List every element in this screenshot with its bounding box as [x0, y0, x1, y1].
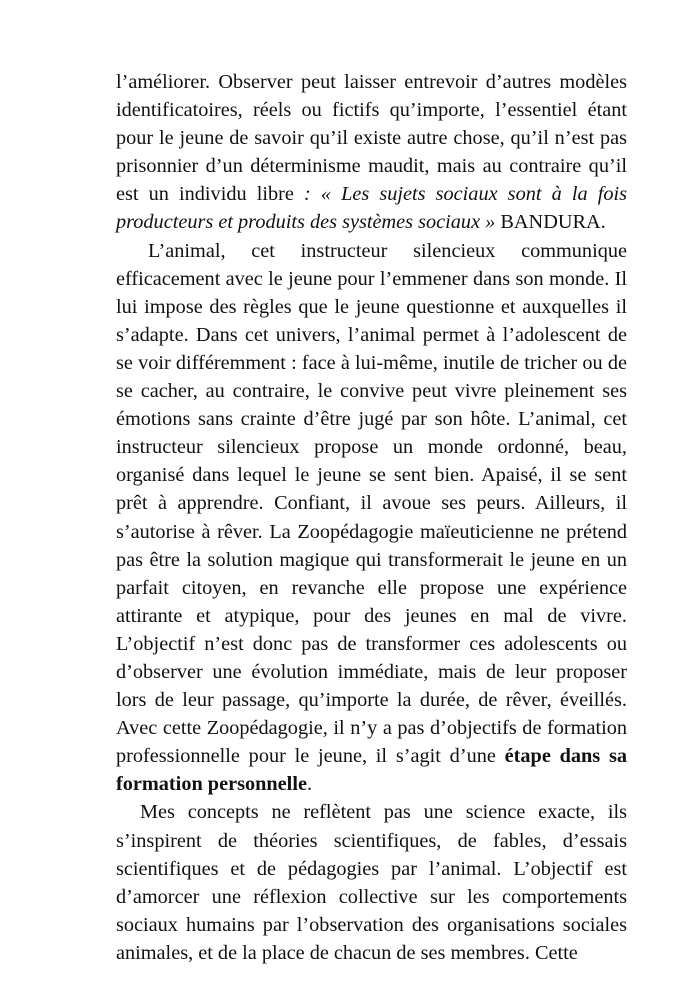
paragraph-1 [116, 68, 627, 237]
paragraph-3-text: Mes concepts ne reflètent pas une science exacte, ils s’inspirent de théories scientifiques, de fables, d’essais scientifiques et de pédagogies par l’animal. L’objectif est d’amorcer une réflexion collective sur les comportements sociaux humains par l’observation des organisations sociales animales, et de la place de chacun de ses membres. Cette [116, 801, 627, 964]
emphasized-phrase: étape dans sa formation personnelle [116, 745, 627, 796]
paragraph-2-end: . [306, 773, 313, 796]
bandura-quote: : « Les sujets sociaux sont à la fois producteurs et produits des systèmes sociaux » [116, 183, 628, 234]
document-page [116, 68, 627, 967]
paragraph-1-text: l’améliorer. Observer peut laisser entrevoir d’autres modèles identificatoires, réels ou fictifs qu’importe, l’essentiel étant pour le jeune de savoir qu’il existe autre chose, qu’il n’est pas prisonnier d’un déterminisme maudit, mais au contraire qu’il est un individu libre [116, 71, 627, 206]
paragraph-3 [116, 798, 627, 967]
quote-author: BANDURA. [495, 211, 606, 234]
paragraph-2-text: L’animal, cet instructeur silencieux communique efficacement avec le jeune pour l’emmener dans son monde. Il lui impose des règles que le jeune questionne et auxquelles il s’adapte. Dans cet univers, l’animal permet à l’adolescent de se voir différemment : face à lui-même, inutile de tricher ou de se cacher, au contraire, le convive peut vivre pleinement ses émotions sans crainte d’être jugé par son hôte. L’animal, cet instructeur silencieux propose un monde ordonné, beau, organisé dans lequel le jeune se sent bien. Apaisé, il se sent prêt à apprendre. Confiant, il avoue ses peurs. Ailleurs, il s’autorise à rêver. La Zoopédagogie maïeuticienne ne prétend pas être la solution magique qui transformerait le jeune en un parfait citoyen, en revanche elle propose une expérience attirante et atypique, pour des jeunes en mal de vivre. L’objectif n’est donc pas de transformer ces adolescents ou d’observer une évolution immédiate, mais de leur proposer lors de leur passage, qu’importe la durée, de rêver, éveillés. Avec cette Zoopédagogie, il n’y a pas d’objectifs de formation professionnelle pour le jeune, il s’agit d’une [116, 239, 627, 768]
paragraph-2 [116, 237, 627, 799]
